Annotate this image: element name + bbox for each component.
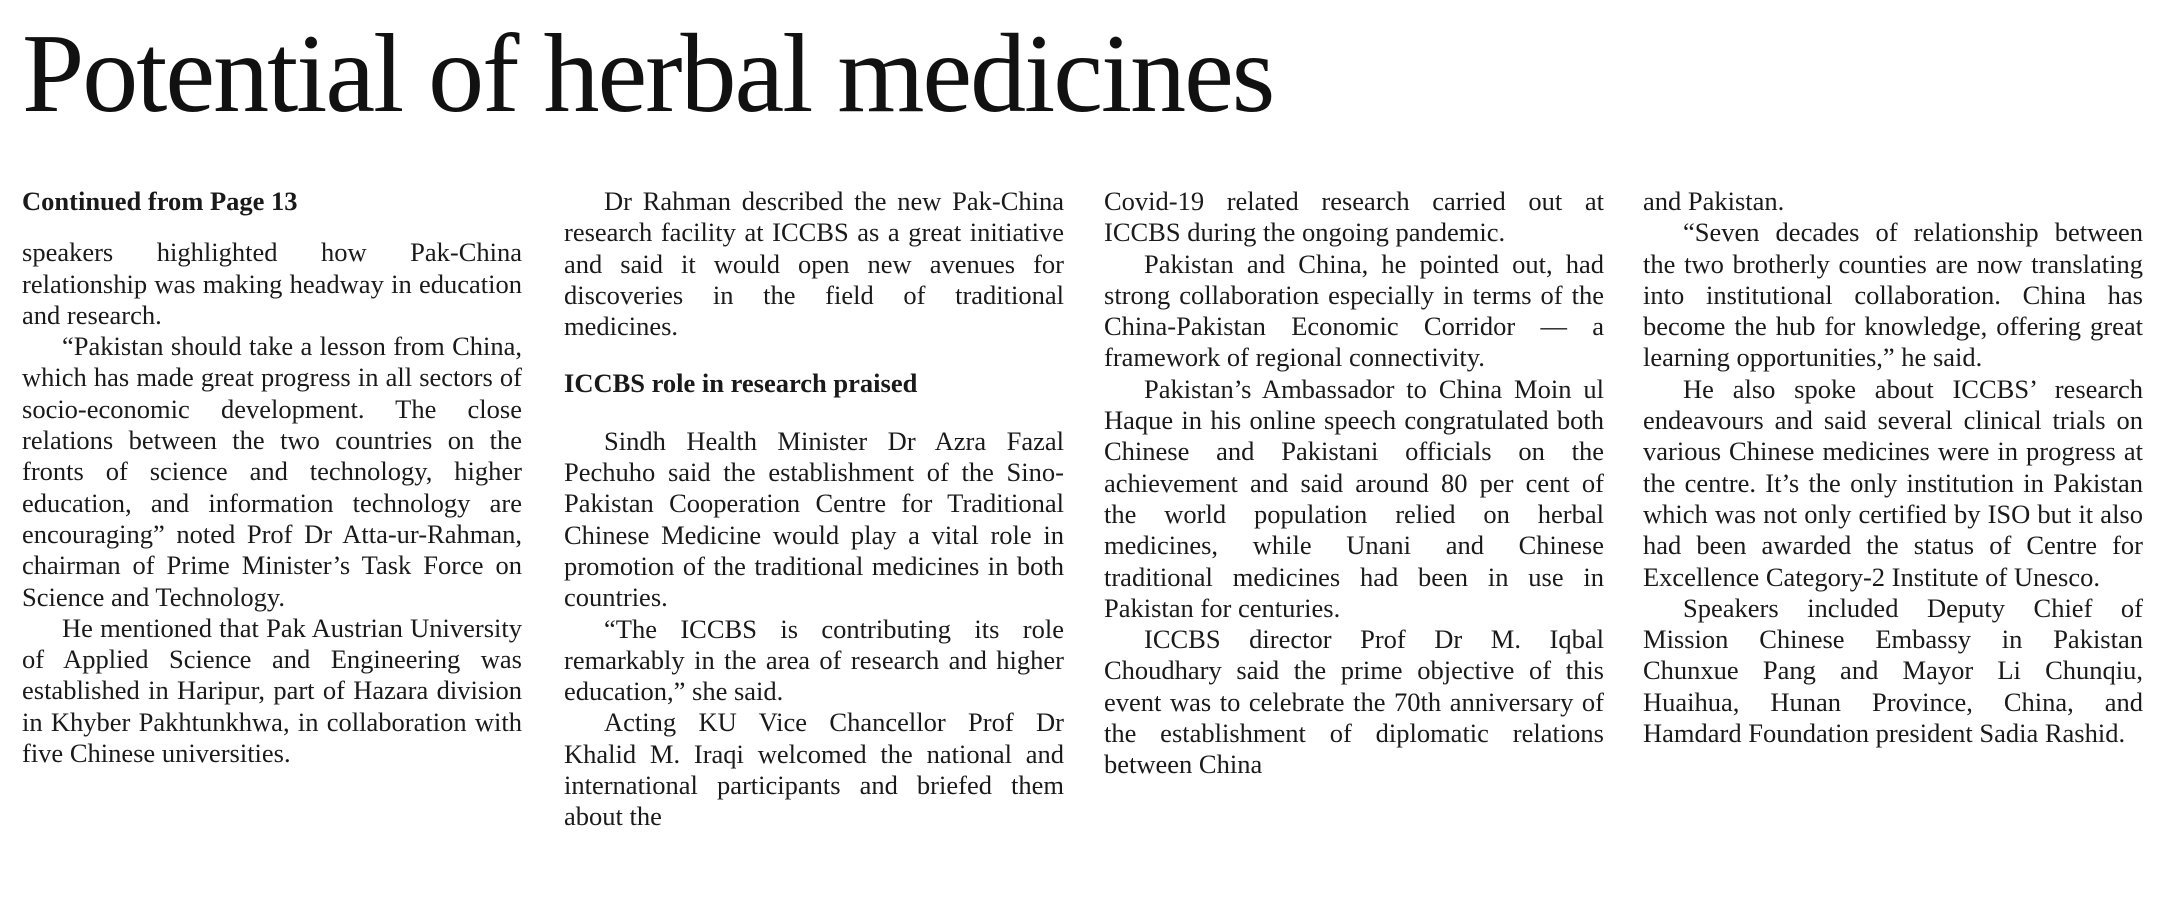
article-paragraph: “Seven decades of relationship between the two brotherly counties are now translating into institutional collaboration. China has become the hub for knowledge, offering great learning opportunities,” he said. xyxy=(1643,217,2143,373)
article-column-1 xyxy=(22,186,522,769)
article-paragraph: ICCBS director Prof Dr M. Iqbal Choudhary said the prime objective of this event was to celebrate the 70th anniversary of the establishment of diplomatic relations between China xyxy=(1104,624,1604,780)
article-paragraph: Dr Rahman described the new Pak-China research facility at ICCBS as a great initiative and said it would open new avenues for discoveries in the field of traditional medicines. xyxy=(564,186,1064,342)
article-column-3 xyxy=(1104,186,1604,781)
article-paragraph: and Pakistan. xyxy=(1643,186,1785,216)
continuation-label: Continued from Page 13 xyxy=(22,186,298,216)
article-paragraph: “The ICCBS is contributing its role remarkably in the area of research and higher education,” she said. xyxy=(564,613,1064,707)
article-paragraph: Acting KU Vice Chancellor Prof Dr Khalid M. Iraqi welcomed the national and international participants and briefed them about the xyxy=(564,707,1064,832)
article-paragraph: Pakistan’s Ambassador to China Moin ul Haque in his online speech congratulated both Chinese and Pakistani officials on the achievement and said around 80 per cent of the world population relied on herbal medicines, while Unani and Chinese traditional medicines had been in use in Pakistan for centuries. xyxy=(1104,373,1604,623)
article-paragraph: He also spoke about ICCBS’ research endeavours and said several clinical trials on various Chinese medicines were in progress at the centre. It’s the only institution in Pakistan which was not only certified by ISO but it also had been awarded the status of Centre for Excellence Category-2 Institute of Unesco. xyxy=(1643,373,2143,592)
article-column-2 xyxy=(564,186,1064,833)
article-paragraph: Sindh Health Minister Dr Azra Fazal Pechuho said the establishment of the Sino-Pakistan Cooperation Centre for Traditional Chinese Medicine would play a vital role in promotion of the traditional medicines in both countries. xyxy=(564,425,1064,613)
article-paragraph: speakers highlighted how Pak-China relationship was making headway in education and research. xyxy=(22,237,522,330)
article-paragraph: “Pakistan should take a lesson from China, which has made great progress in all sectors of socio-economic development. The close relations between the two countries on the fronts of science and technology, higher education, and information technology are encouraging” noted Prof Dr Atta-ur-Rahman, chairman of Prime Minister’s Task Force on Science and Technology. xyxy=(22,331,522,612)
section-subheading: ICCBS role in research praised xyxy=(564,368,918,399)
headline: Potential of herbal medicines xyxy=(22,12,1274,136)
article-paragraph: Speakers included Deputy Chief of Mission Chinese Embassy in Pakistan Chunxue Pang and Mayor Li Chunqiu, Huaihua, Hunan Province, China, and Hamdard Foundation president Sadia Rashid. xyxy=(1643,592,2143,749)
article-column-4 xyxy=(1643,186,2143,749)
article-paragraph: Covid-19 related research carried out at ICCBS during the ongoing pandemic. xyxy=(1104,186,1604,248)
article-paragraph: He mentioned that Pak Austrian University of Applied Science and Engineering was established in Haripur, part of Hazara division in Khyber Pakhtunkhwa, in collaboration with five Chinese universities. xyxy=(22,612,522,769)
article-paragraph: Pakistan and China, he pointed out, had strong collaboration especially in terms of the China-Pakistan Economic Corridor — a framework of regional connectivity. xyxy=(1104,248,1604,373)
